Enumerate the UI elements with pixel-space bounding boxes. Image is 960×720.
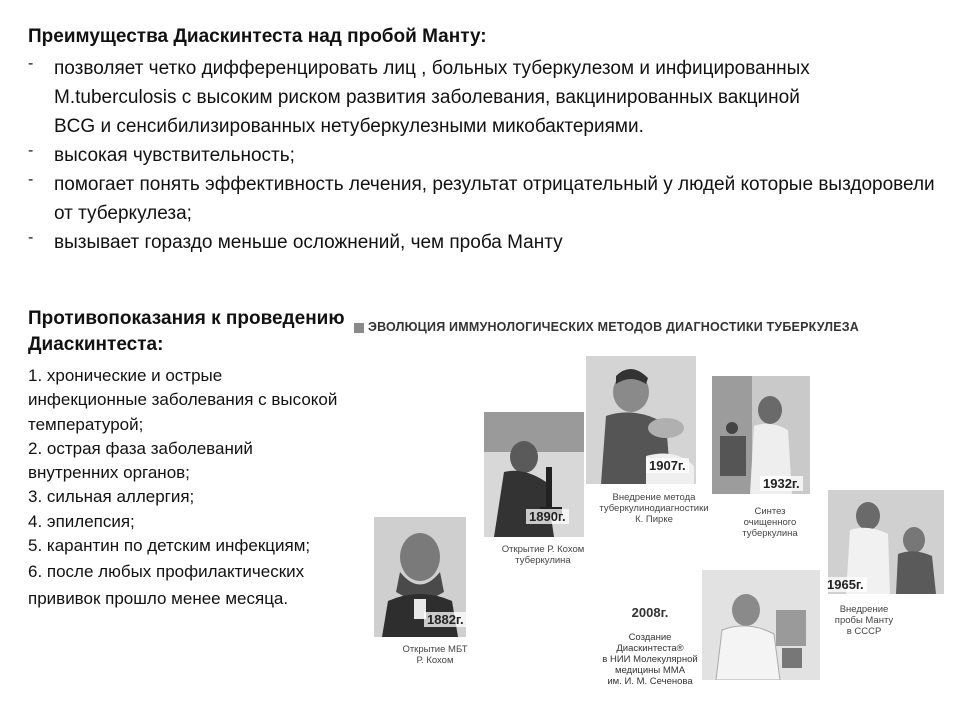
dash-bullet: - [28, 171, 34, 188]
collage-title: ЭВОЛЮЦИЯ ИММУНОЛОГИЧЕСКИХ МЕТОДОВ ДИАГНОСТИКИ ТУБЕРКУЛЕЗА [368, 320, 860, 334]
caption-2008 [590, 594, 710, 687]
caption-1907: Внедрение метода туберкулинодиагностики К. Пирке [599, 492, 709, 525]
year-label-1907: 1907г. [646, 458, 689, 473]
dash-bullet: - [28, 55, 34, 72]
dash-bullet: - [28, 229, 34, 246]
contraindications-list [28, 364, 378, 612]
contraindication-item: 2. острая фаза заболеваний внутренних органов; [28, 438, 253, 483]
year-label-1882: 1882г. [424, 612, 467, 627]
contraindication-item: 1. хронические и острые инфекционные заболевания с высокой температурой; [28, 366, 338, 434]
year-label-2008: 2008г. [631, 605, 669, 620]
caption-1965: Внедрение пробы Манту в СССР [834, 604, 894, 637]
dash-bullet: - [28, 142, 34, 159]
caption-1932: Синтез очищенного туберкулина [742, 506, 798, 539]
advantages-title: Преимущества Диаскинтеста над пробой Манту: [28, 26, 487, 47]
caption-2008-text: Создание Диаскинтеста® в НИИ Молекулярной медицины ММА им. И. М. Сеченова [602, 632, 698, 687]
contraindication-item: 4. эпилепсия; [28, 511, 135, 531]
advantage-item [28, 170, 954, 228]
advantage-text: высокая чувствительность; [54, 145, 295, 166]
advantage-item [28, 141, 938, 170]
photo-diaskintest-lab [702, 570, 820, 680]
title-marker-icon [354, 323, 364, 333]
advantage-text: помогает понять эффективность лечения, результат отрицательный у людей которые выздоровели от туберкулеза; [54, 174, 935, 224]
caption-1890: Открытие Р. Кохом туберкулина [501, 544, 585, 566]
year-label-1965: 1965г. [824, 577, 867, 592]
contraindications-title: Противопоказания к проведению Диаскинтеста: [28, 308, 345, 355]
advantage-text: позволяет четко дифференцировать лиц , больных туберкулезом и инфицированных M.tuberculosis с высоким риском развития заболевания, вакцинированных вакциной BCG и сенсибилизированных нетуберкулезными микобактериями. [54, 58, 810, 137]
contraindication-item: 3. сильная аллергия; [28, 487, 195, 507]
year-label-1932: 1932г. [760, 476, 803, 491]
contraindication-item: 6. после любых профилактических прививок прошло менее месяца. [28, 562, 305, 609]
history-collage [350, 312, 950, 712]
advantages-list [28, 54, 938, 257]
year-label-1890: 1890г. [526, 509, 569, 524]
caption-1882: Открытие МБТ Р. Кохом [402, 644, 468, 666]
advantage-text: вызывает гораздо меньше осложнений, чем проба Манту [54, 232, 563, 253]
advantage-item [28, 228, 938, 257]
advantage-item [28, 54, 834, 141]
contraindication-item: 5. карантин по детским инфекциям; [28, 536, 311, 556]
